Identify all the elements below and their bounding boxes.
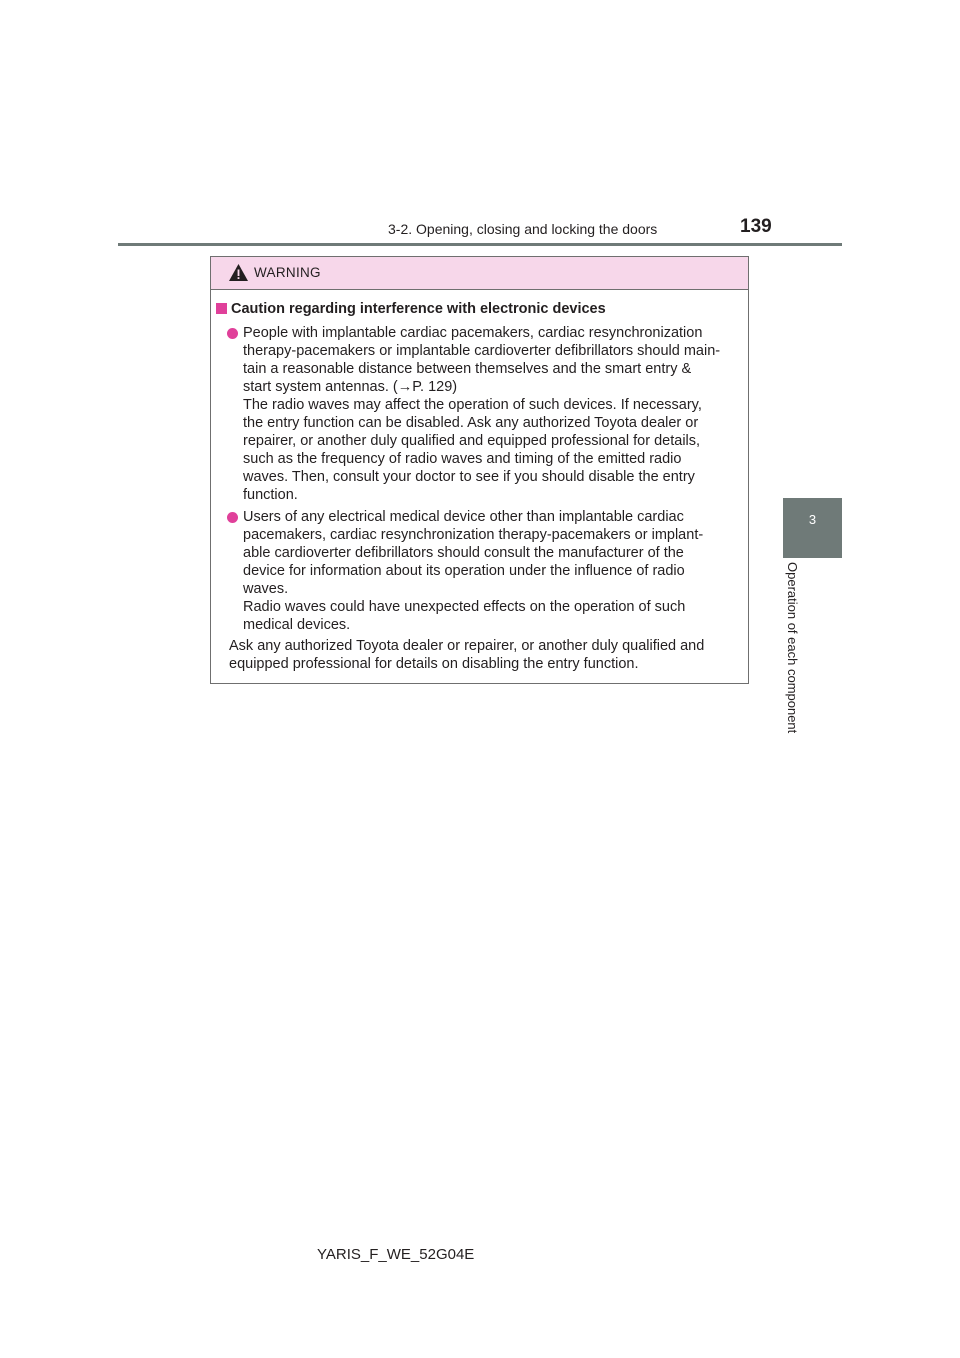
warning-section-title-text: Caution regarding interference with electronic devices — [231, 301, 606, 317]
text-line: function. — [243, 487, 298, 503]
round-bullet-icon — [227, 512, 238, 523]
text-line: the entry function can be disabled. Ask any authorized Toyota dealer or — [243, 415, 699, 431]
text-line: therapy-pacemakers or implantable cardioverter defibrillators should main- — [243, 343, 721, 359]
page-number: 139 — [740, 216, 772, 237]
text-line: waves. — [243, 581, 289, 597]
section-heading: 3-2. Opening, closing and locking the doors — [388, 221, 658, 237]
text-line: pacemakers, cardiac resynchronization therapy-pacemakers or implant- — [243, 527, 704, 543]
chapter-number: 3 — [808, 512, 817, 527]
text-line: equipped professional for details on disabling the entry function. — [229, 656, 639, 672]
warning-footer-paragraph — [229, 637, 744, 673]
text-line: waves. Then, consult your doctor to see if you should disable the entry — [243, 469, 695, 485]
bullet-paragraph-1 — [243, 324, 743, 504]
text-line: tain a reasonable distance between themselves and the smart entry & — [243, 361, 692, 377]
warning-title: WARNING — [254, 265, 321, 280]
square-bullet-icon — [216, 303, 227, 314]
text-line: People with implantable cardiac pacemakers, cardiac resynchronization — [243, 325, 703, 341]
text-line: Radio waves could have unexpected effects on the operation of such — [243, 599, 686, 615]
text-line: The radio waves may affect the operation of such devices. If necessary, — [243, 397, 702, 413]
text-line: such as the frequency of radio waves and timing of the emitted radio — [243, 451, 682, 467]
chapter-tab — [783, 498, 842, 558]
model-code: YARIS_F_WE_52G04E — [317, 1246, 475, 1263]
text-line: start system antennas. (→P. 129) — [243, 379, 458, 395]
text-line: repairer, or another duly qualified and equipped professional for details, — [243, 433, 701, 449]
header-divider — [118, 243, 842, 246]
bullet-paragraph-2 — [243, 508, 743, 634]
text-line: device for information about its operation under the influence of radio — [243, 563, 685, 579]
text-line: Users of any electrical medical device other than implantable cardiac — [243, 509, 684, 525]
text-line: Ask any authorized Toyota dealer or repairer, or another duly qualified and — [229, 638, 705, 654]
warning-section-title — [216, 301, 606, 317]
warning-box — [210, 256, 749, 684]
warning-triangle-icon — [228, 263, 249, 282]
text-line: able cardioverter defibrillators should consult the manufacturer of the — [243, 545, 684, 561]
text-line: medical devices. — [243, 617, 351, 633]
warning-header — [211, 257, 748, 290]
chapter-title: Operation of each component — [785, 562, 800, 734]
round-bullet-icon — [227, 328, 238, 339]
